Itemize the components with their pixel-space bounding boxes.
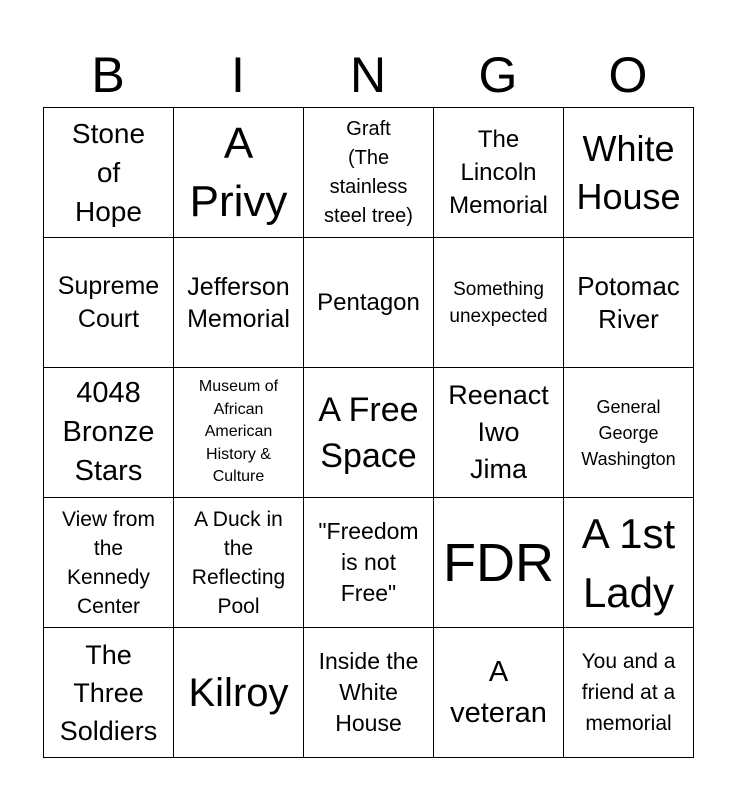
bingo-cell[interactable]: [564, 108, 694, 238]
bingo-cell[interactable]: [304, 498, 434, 628]
bingo-cell[interactable]: [174, 498, 304, 628]
bingo-cell[interactable]: [564, 628, 694, 758]
bingo-cell[interactable]: [44, 238, 174, 368]
cell-text: A Privy: [189, 118, 288, 226]
bingo-cell[interactable]: [304, 628, 434, 758]
bingo-cell[interactable]: [304, 238, 434, 368]
cell-text: "Freedom is not Free": [318, 518, 419, 606]
bingo-cell[interactable]: [434, 368, 564, 498]
bingo-cell[interactable]: [44, 368, 174, 498]
cell-text: A 1st Lady: [581, 509, 676, 616]
header-letter-o: O: [608, 47, 648, 103]
bingo-cell[interactable]: [174, 628, 304, 758]
bingo-header: [43, 44, 693, 106]
cell-text: A veteran: [450, 655, 547, 729]
cell-text: Kilroy: [188, 670, 289, 715]
cell-text: Supreme Court: [57, 271, 160, 333]
bingo-cell[interactable]: [434, 498, 564, 628]
cell-text: You and a friend at a memorial: [581, 650, 676, 735]
cell-text: Reenact Iwo Jima: [448, 380, 549, 484]
cell-text: A Free Space: [318, 390, 419, 475]
bingo-cell[interactable]: [564, 238, 694, 368]
cell-text: Inside the White House: [318, 648, 419, 736]
bingo-cell[interactable]: [174, 238, 304, 368]
cell-text: FDR: [443, 532, 554, 593]
header-letter-g: G: [478, 47, 518, 103]
cell-text: 4048 Bronze Stars: [62, 377, 155, 487]
bingo-cell[interactable]: [564, 368, 694, 498]
cell-text: General George Washington: [581, 396, 676, 469]
cell-text: Jefferson Memorial: [187, 272, 290, 333]
cell-text: Something unexpected: [449, 278, 548, 327]
bingo-cell[interactable]: [434, 108, 564, 238]
bingo-cell[interactable]: [434, 238, 564, 368]
cell-text: White House: [576, 127, 681, 217]
cell-text: View from the Kennedy Center: [62, 507, 155, 618]
bingo-cell[interactable]: [304, 108, 434, 238]
cell-text: The Lincoln Memorial: [449, 126, 548, 219]
bingo-cell[interactable]: [44, 108, 174, 238]
cell-text: A Duck in the Reflecting Pool: [191, 507, 286, 618]
bingo-cell[interactable]: [564, 498, 694, 628]
header-letter-i: I: [231, 47, 245, 103]
cell-text: Museum of African American History & Culture: [198, 378, 279, 486]
header-letter-n: N: [349, 47, 387, 103]
cell-text: Pentagon: [317, 288, 420, 316]
bingo-cell[interactable]: [174, 108, 304, 238]
bingo-cell[interactable]: [174, 368, 304, 498]
bingo-cell[interactable]: [304, 368, 434, 498]
cell-text: Graft (The stainless steel tree): [324, 117, 413, 227]
cell-text: The Three Soldiers: [59, 639, 158, 746]
bingo-cell[interactable]: [434, 628, 564, 758]
cell-text: Potomac River: [577, 270, 680, 334]
bingo-cell[interactable]: [44, 498, 174, 628]
cell-text: Stone of Hope: [71, 118, 146, 227]
bingo-board: [43, 107, 694, 758]
bingo-cell[interactable]: [44, 628, 174, 758]
header-letter-b: B: [91, 47, 125, 103]
